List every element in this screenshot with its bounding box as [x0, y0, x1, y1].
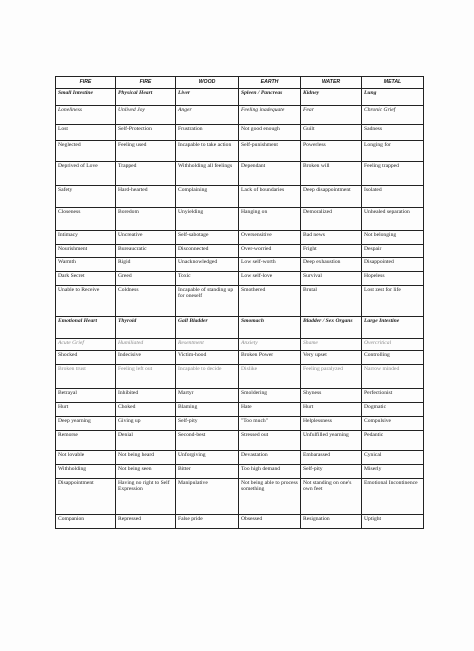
- table-cell: EARTH: [239, 77, 301, 89]
- table-cell: Uncreative: [116, 231, 176, 245]
- table-cell: Dislike: [239, 365, 301, 389]
- organ-row: [56, 89, 424, 106]
- table-cell: Liver: [176, 89, 239, 106]
- table-cell: Hanging on: [239, 208, 301, 231]
- table-cell: Unforgiving: [176, 451, 239, 465]
- table-cell: METAL: [362, 77, 424, 89]
- table-cell: Thyroid: [116, 317, 176, 339]
- table-cell: Lung: [362, 89, 424, 106]
- table-cell: Pedantic: [362, 431, 424, 451]
- table-cell: Helplessness: [301, 417, 362, 431]
- table-cell: Closeness: [56, 208, 116, 231]
- table-cell: Deep exhaustion: [301, 258, 362, 272]
- table-cell: Small Intestine: [56, 89, 116, 106]
- table-cell: Giving up: [116, 417, 176, 431]
- table-cell: Bad news: [301, 231, 362, 245]
- table-row: [56, 389, 424, 403]
- table-row: [56, 245, 424, 258]
- table-cell: Physical Heart: [116, 89, 176, 106]
- table-row: [56, 272, 424, 286]
- table-cell: Disappointed: [362, 258, 424, 272]
- table-cell: Nourishment: [56, 245, 116, 258]
- table-cell: Hard-hearted: [116, 186, 176, 208]
- table-cell: Miserly: [362, 465, 424, 479]
- table-cell: Withholding all feelings: [176, 162, 239, 186]
- table-cell: Trapped: [116, 162, 176, 186]
- table-cell: Complaining: [176, 186, 239, 208]
- table-row: [56, 365, 424, 389]
- table-cell: Despair: [362, 245, 424, 258]
- table-row: [56, 431, 424, 451]
- table-cell: Shame: [301, 339, 362, 351]
- table-cell: Self-sabotage: [176, 231, 239, 245]
- table-cell: Having no right to Self Expression: [116, 479, 176, 515]
- table-cell: Stressed out: [239, 431, 301, 451]
- table-cell: Cynical: [362, 451, 424, 465]
- table-cell: Deprived of Love: [56, 162, 116, 186]
- table-cell: Shyness: [301, 389, 362, 403]
- table-cell: Isolated: [362, 186, 424, 208]
- table-cell: Feeling left out: [116, 365, 176, 389]
- table-cell: Embarassed: [301, 451, 362, 465]
- table-cell: Longing for: [362, 141, 424, 162]
- table-cell: Lack of boundaries: [239, 186, 301, 208]
- table-cell: FIRE: [56, 77, 116, 89]
- table-row: [56, 125, 424, 141]
- table-row: [56, 186, 424, 208]
- table-cell: Frustration: [176, 125, 239, 141]
- table-cell: WATER: [301, 77, 362, 89]
- table-row: [56, 417, 424, 431]
- table-cell: Large Intestine: [362, 317, 424, 339]
- table-row: [56, 231, 424, 245]
- table-cell: Compulsive: [362, 417, 424, 431]
- table-cell: Manipulative: [176, 479, 239, 515]
- table-cell: Perfectionist: [362, 389, 424, 403]
- table-row: [56, 141, 424, 162]
- primary-emotion-row: [56, 106, 424, 125]
- table-cell: Remorse: [56, 431, 116, 451]
- table-row: [56, 351, 424, 365]
- table-cell: Powerless: [301, 141, 362, 162]
- table-cell: Greed: [116, 272, 176, 286]
- table-cell: Not being able to process something: [239, 479, 301, 515]
- table-cell: Coldness: [116, 286, 176, 317]
- table-cell: Resentment: [176, 339, 239, 351]
- table-cell: Self-Protection: [116, 125, 176, 141]
- table-cell: Rigid: [116, 258, 176, 272]
- table-cell: Unlived Joy: [116, 106, 176, 125]
- table-cell: Neglected: [56, 141, 116, 162]
- table-cell: Not standing on one's own feet: [301, 479, 362, 515]
- table-cell: Companion: [56, 515, 116, 529]
- table-cell: Hopeless: [362, 272, 424, 286]
- table-row: [56, 451, 424, 465]
- table-cell: Anger: [176, 106, 239, 125]
- element-header-row: [56, 77, 424, 89]
- table-cell: Feeling trapped: [362, 162, 424, 186]
- table-cell: Broken will: [301, 162, 362, 186]
- organ-row: [56, 317, 424, 339]
- table-cell: Unyielding: [176, 208, 239, 231]
- table-cell: Dependant: [239, 162, 301, 186]
- table-cell: Toxic: [176, 272, 239, 286]
- table-cell: Controlling: [362, 351, 424, 365]
- table-cell: Dogmatic: [362, 403, 424, 417]
- table-cell: Bureaucratic: [116, 245, 176, 258]
- table-cell: "Too much": [239, 417, 301, 431]
- table-cell: Spleen / Pancreas: [239, 89, 301, 106]
- table-cell: Blaming: [176, 403, 239, 417]
- table-cell: Boredom: [116, 208, 176, 231]
- table-cell: Too high demand: [239, 465, 301, 479]
- table-row: [56, 208, 424, 231]
- table-cell: Sadness: [362, 125, 424, 141]
- table-cell: Over-worried: [239, 245, 301, 258]
- table-cell: Broken Power: [239, 351, 301, 365]
- table-cell: Unacknowledged: [176, 258, 239, 272]
- table-cell: Oversensitive: [239, 231, 301, 245]
- table-cell: Feeling paralyzed: [301, 365, 362, 389]
- table-cell: Low self-worth: [239, 258, 301, 272]
- table-cell: Fright: [301, 245, 362, 258]
- table-cell: Fear: [301, 106, 362, 125]
- table-row: [56, 162, 424, 186]
- table-cell: Incapable to take action: [176, 141, 239, 162]
- table-cell: Brutal: [301, 286, 362, 317]
- table-cell: Unfulfilled yearning: [301, 431, 362, 451]
- table-cell: Smothered: [239, 286, 301, 317]
- table-cell: Victim-hood: [176, 351, 239, 365]
- table-cell: Second-best: [176, 431, 239, 451]
- table-cell: Unhealed separation: [362, 208, 424, 231]
- table-cell: Obsessed: [239, 515, 301, 529]
- table-cell: Resignation: [301, 515, 362, 529]
- table-cell: Bitter: [176, 465, 239, 479]
- table-cell: Emotional Incontinence: [362, 479, 424, 515]
- table-cell: Martyr: [176, 389, 239, 403]
- table-cell: Loneliness: [56, 106, 116, 125]
- table-cell: Hurt: [56, 403, 116, 417]
- table-cell: Deep disappointment: [301, 186, 362, 208]
- table-cell: Low self-love: [239, 272, 301, 286]
- table-cell: Smomach: [239, 317, 301, 339]
- table-cell: Humiliated: [116, 339, 176, 351]
- table-cell: Repressed: [116, 515, 176, 529]
- table-cell: Choked: [116, 403, 176, 417]
- table-cell: Bladder / Sex Organs: [301, 317, 362, 339]
- table-cell: Emotional Heart: [56, 317, 116, 339]
- table-cell: Hate: [239, 403, 301, 417]
- primary-emotion-row: [56, 339, 424, 351]
- table-cell: Devastation: [239, 451, 301, 465]
- table-cell: Shocked: [56, 351, 116, 365]
- table-cell: Demoralized: [301, 208, 362, 231]
- table-cell: Acute Grief: [56, 339, 116, 351]
- table-cell: Lost: [56, 125, 116, 141]
- table-row: [56, 403, 424, 417]
- table-cell: Overcritical: [362, 339, 424, 351]
- table-cell: Feeling inadequate: [239, 106, 301, 125]
- table-cell: Gall Bladder: [176, 317, 239, 339]
- table-cell: Disconnected: [176, 245, 239, 258]
- table-row: [56, 258, 424, 272]
- table-cell: Smoldering: [239, 389, 301, 403]
- table-cell: Denial: [116, 431, 176, 451]
- table-cell: Broken trust: [56, 365, 116, 389]
- table-cell: Anxiety: [239, 339, 301, 351]
- table-cell: False pride: [176, 515, 239, 529]
- table-cell: Uptight: [362, 515, 424, 529]
- table-cell: Unable to Receive: [56, 286, 116, 317]
- table-cell: WOOD: [176, 77, 239, 89]
- table-cell: Survival: [301, 272, 362, 286]
- table-cell: Incapable to decide: [176, 365, 239, 389]
- table-cell: Inhibited: [116, 389, 176, 403]
- table-row: [56, 465, 424, 479]
- table-cell: Self-punishment: [239, 141, 301, 162]
- table-cell: Warmth: [56, 258, 116, 272]
- table-cell: Self-pity: [301, 465, 362, 479]
- table-cell: Safety: [56, 186, 116, 208]
- table-cell: Not lovable: [56, 451, 116, 465]
- table-cell: Guilt: [301, 125, 362, 141]
- table-row: [56, 515, 424, 529]
- table-row: [56, 286, 424, 317]
- table-cell: Chronic Grief: [362, 106, 424, 125]
- table-cell: Withholding: [56, 465, 116, 479]
- table-cell: Hurt: [301, 403, 362, 417]
- table-cell: Not belonging: [362, 231, 424, 245]
- table-cell: Betrayal: [56, 389, 116, 403]
- table-cell: Feeling used: [116, 141, 176, 162]
- table-cell: Not being heard: [116, 451, 176, 465]
- table-cell: Not being seen: [116, 465, 176, 479]
- table-cell: Disappointment: [56, 479, 116, 515]
- table-cell: Narrow minded: [362, 365, 424, 389]
- table-cell: Lost zest for life: [362, 286, 424, 317]
- table-cell: FIRE: [116, 77, 176, 89]
- emotions-table: [55, 76, 424, 529]
- table-cell: Intimacy: [56, 231, 116, 245]
- table-cell: Not good enough: [239, 125, 301, 141]
- table-cell: Self-pity: [176, 417, 239, 431]
- table-cell: Indecisive: [116, 351, 176, 365]
- table-cell: Dark Secret: [56, 272, 116, 286]
- table-cell: Incapable of standing up for oneself: [176, 286, 239, 317]
- table-cell: Very upset: [301, 351, 362, 365]
- table-cell: Kidney: [301, 89, 362, 106]
- table-row: [56, 479, 424, 515]
- table-cell: Deep yearning: [56, 417, 116, 431]
